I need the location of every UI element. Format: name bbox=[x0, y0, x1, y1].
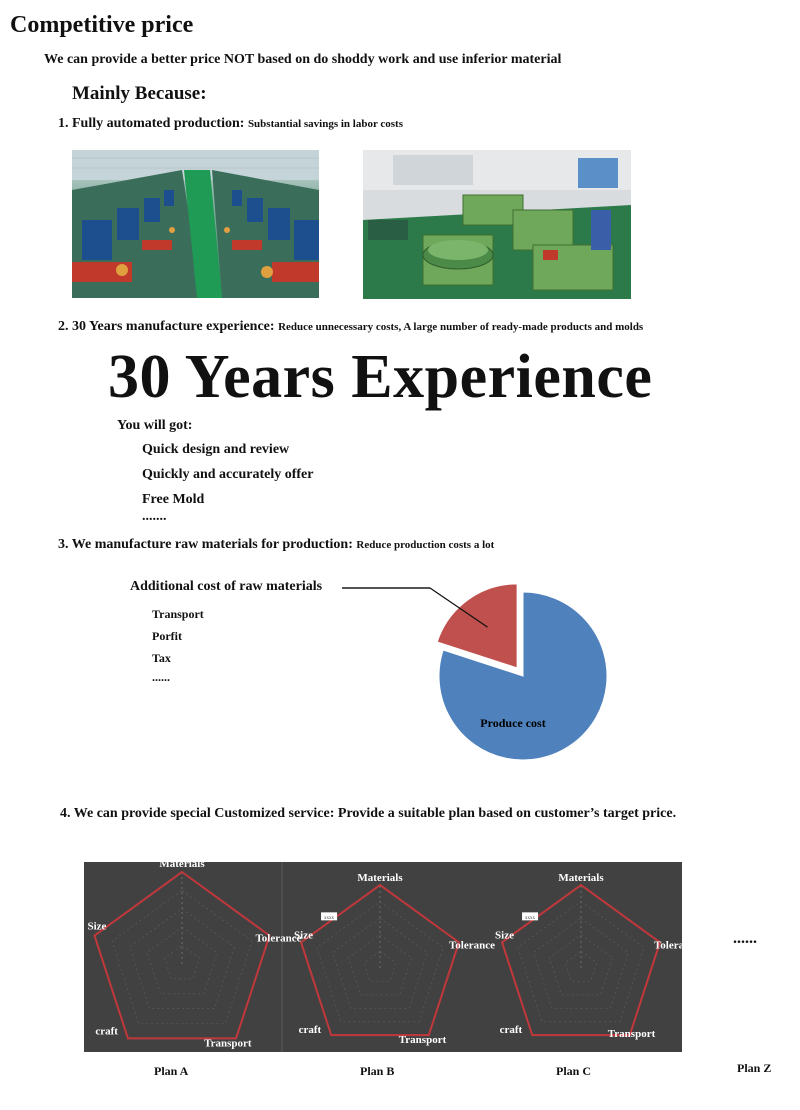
radar-axis-label: Tolerance bbox=[653, 939, 700, 952]
machines-image bbox=[363, 150, 631, 299]
radar-axis-label: craft bbox=[298, 1024, 322, 1037]
point-2-desc: Reduce unnecessary costs, A large number of ready-made products and molds bbox=[278, 321, 644, 333]
page-title: Competitive price bbox=[10, 12, 194, 38]
got-item: Quick design and review bbox=[142, 442, 290, 457]
intro-text: We can provide a better price NOT based on do shoddy work and use inferior material bbox=[44, 52, 562, 67]
plan-label-b: Plan B bbox=[360, 1064, 395, 1078]
radar-axis-label: craft bbox=[95, 1025, 118, 1038]
cost-pie-chart bbox=[330, 575, 630, 775]
point-3 bbox=[58, 537, 494, 553]
radar-panel bbox=[84, 858, 700, 1052]
radar-axis-label: Transport bbox=[398, 1034, 447, 1047]
you-will-got-label: You will got: bbox=[117, 418, 193, 433]
pie-label-produce-cost: Produce cost bbox=[480, 716, 546, 730]
production-line-image bbox=[72, 150, 319, 298]
point-1-head: 1. Fully automated production: bbox=[58, 116, 245, 131]
got-item: Quickly and accurately offer bbox=[142, 467, 314, 482]
plan-label-a: Plan A bbox=[154, 1064, 189, 1078]
radar-axis-label: Materials bbox=[159, 858, 205, 870]
experience-banner: 30 Years Experience bbox=[108, 343, 653, 411]
point-3-head: 3. We manufacture raw materials for production: bbox=[58, 537, 353, 552]
radar-axis-label: Materials bbox=[558, 872, 604, 884]
point-2 bbox=[58, 319, 643, 335]
cost-item: Porfit bbox=[152, 629, 182, 643]
factory-photo-machines bbox=[363, 150, 631, 299]
cost-item-more: ...... bbox=[152, 670, 170, 684]
point-1-desc: Substantial savings in labor costs bbox=[247, 118, 404, 130]
point-4-head: 4. We can provide special Customized service: Provide a suitable plan based on customer’s target price. bbox=[60, 806, 677, 821]
radar-axis-label: Size bbox=[87, 920, 107, 933]
radar-axis-label: Tolerance bbox=[255, 932, 302, 945]
mainly-because-heading: Mainly Because: bbox=[72, 83, 207, 104]
cost-item: Transport bbox=[152, 607, 204, 621]
point-1 bbox=[58, 116, 403, 132]
more-plans-dots: ...... bbox=[733, 930, 757, 947]
got-item: Free Mold bbox=[142, 492, 205, 507]
point-4 bbox=[60, 806, 676, 822]
radar-axis-label: Materials bbox=[357, 872, 403, 884]
radar-axis-label: Transport bbox=[204, 1037, 252, 1050]
radar-shape-1 bbox=[95, 872, 270, 1038]
point-3-desc: Reduce production costs a lot bbox=[356, 539, 495, 551]
radar-grid-ring bbox=[549, 935, 612, 995]
radar-tag-text: xxxx bbox=[324, 915, 335, 921]
radar-axis-label: craft bbox=[499, 1024, 523, 1037]
additional-cost-label: Additional cost of raw materials bbox=[130, 579, 323, 594]
radar-axis-label: Transport bbox=[607, 1028, 656, 1041]
factory-photo-production-line bbox=[72, 150, 319, 298]
radar-axis-label: Size bbox=[495, 929, 515, 942]
radar-tag-text: xxxx bbox=[525, 915, 536, 921]
radar-charts bbox=[84, 858, 700, 1052]
plan-label-c: Plan C bbox=[556, 1064, 592, 1078]
point-2-head: 2. 30 Years manufacture experience: bbox=[58, 319, 275, 334]
got-item-more: ....... bbox=[142, 509, 167, 524]
radar-axis-label: Size bbox=[294, 929, 314, 942]
radar-grid-ring bbox=[348, 935, 411, 995]
radar-axis-label: Tolerance bbox=[448, 939, 495, 952]
plan-label-z: Plan Z bbox=[737, 1061, 772, 1075]
cost-item: Tax bbox=[152, 651, 171, 665]
